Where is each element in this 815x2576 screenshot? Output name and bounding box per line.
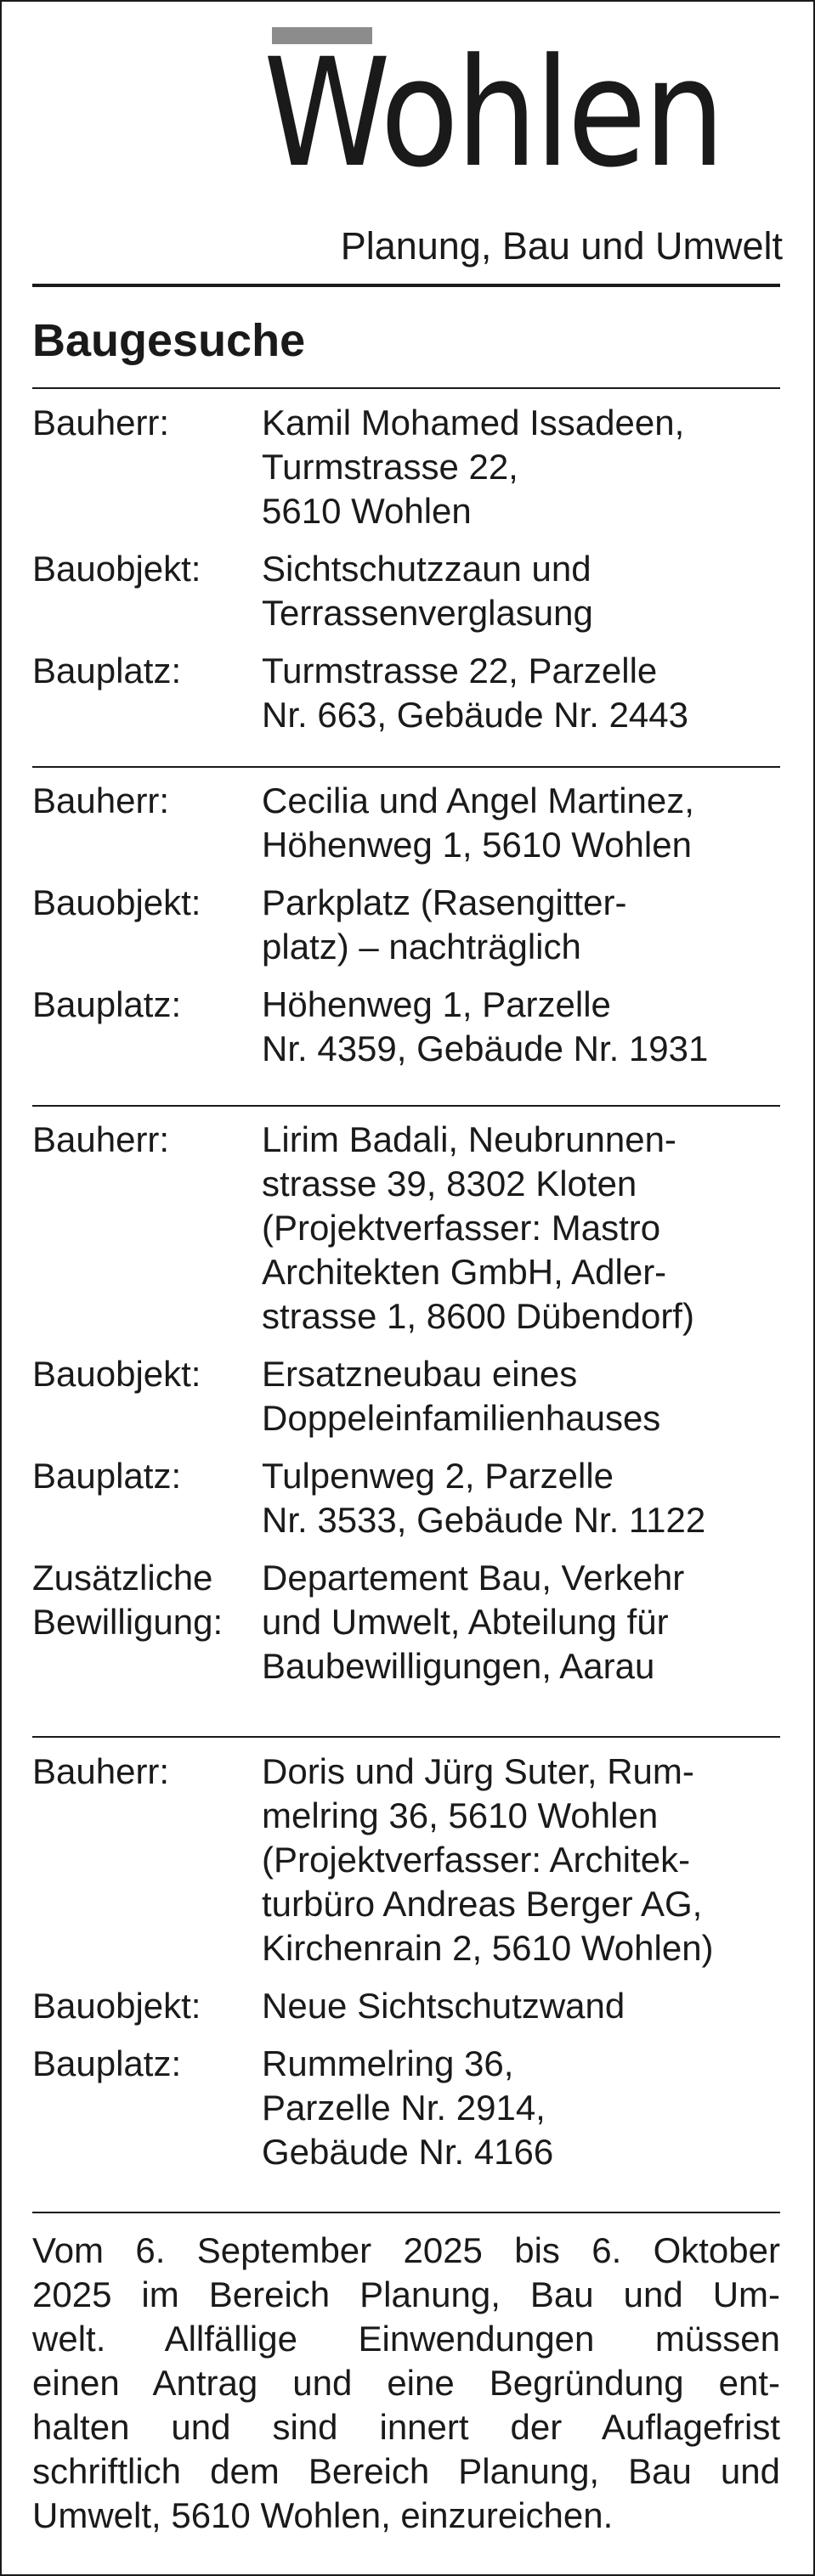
field-value-line: Gebäude Nr. 4166 bbox=[262, 2132, 554, 2172]
entry-field bbox=[32, 1556, 780, 1688]
field-value-line: Terrassenverglasung bbox=[262, 593, 593, 633]
entry-field bbox=[32, 401, 780, 533]
application-entry bbox=[32, 779, 780, 1085]
notice-divider bbox=[32, 2212, 780, 2213]
field-value bbox=[262, 881, 780, 969]
field-value-line: Kirchenrain 2, 5610 Wohlen) bbox=[262, 1928, 714, 1968]
field-label: Bauherr: bbox=[32, 781, 170, 820]
notice-line: welt. Allfällige Einwendungen müssen bbox=[32, 2319, 780, 2359]
field-value-line: Lirim Badali, Neubrunnen- bbox=[262, 1119, 676, 1159]
field-value-line: Ersatzneubau eines bbox=[262, 1354, 578, 1394]
page-title: Baugesuche bbox=[32, 315, 306, 366]
field-value-line: und Umwelt, Abteilung für bbox=[262, 1602, 669, 1642]
field-value-line: Parzelle Nr. 2914, bbox=[262, 2088, 546, 2128]
field-label: Bauobjekt: bbox=[32, 1986, 201, 2026]
field-label: Bauplatz: bbox=[32, 984, 182, 1024]
field-value-line: Rummelring 36, bbox=[262, 2043, 514, 2083]
field-value-line: Parkplatz (Rasengitter- bbox=[262, 882, 627, 922]
entry-field bbox=[32, 547, 780, 635]
field-value-line: Doris und Jürg Suter, Rum- bbox=[262, 1751, 694, 1791]
field-label: Bauherr: bbox=[32, 403, 170, 442]
entry-field bbox=[32, 649, 780, 737]
entry-field bbox=[32, 1984, 780, 2028]
logo-wordmark: Wohlen bbox=[263, 26, 722, 200]
field-label: Bauplatz: bbox=[32, 1456, 182, 1496]
entry-divider bbox=[32, 1736, 780, 1738]
entry-field bbox=[32, 779, 780, 867]
objection-notice bbox=[32, 2229, 780, 2538]
entry-field bbox=[32, 1750, 780, 1970]
field-value bbox=[262, 1984, 780, 2028]
field-value bbox=[262, 1454, 780, 1542]
field-value bbox=[262, 401, 780, 533]
field-value bbox=[262, 779, 780, 867]
notice-line: Vom 6. September 2025 bis 6. Oktober bbox=[32, 2230, 780, 2270]
field-value-line: turbüro Andreas Berger AG, bbox=[262, 1884, 703, 1924]
field-label: Bauplatz: bbox=[32, 651, 182, 691]
field-label: Bauherr: bbox=[32, 1751, 170, 1791]
field-value-line: Nr. 3533, Gebäude Nr. 1122 bbox=[262, 1500, 706, 1540]
field-value-line: Architekten GmbH, Adler- bbox=[262, 1252, 667, 1292]
entry-field bbox=[32, 2042, 780, 2174]
field-value bbox=[262, 547, 780, 635]
field-value-line: strasse 1, 8600 Dübendorf) bbox=[262, 1296, 694, 1336]
field-value-line: (Projektverfasser: Architek- bbox=[262, 1840, 691, 1880]
field-value-line: platz) – nachträglich bbox=[262, 927, 581, 967]
entry-field bbox=[32, 983, 780, 1071]
entry-divider bbox=[32, 1105, 780, 1107]
field-label: Bauplatz: bbox=[32, 2043, 182, 2083]
wohlen-logo bbox=[263, 24, 790, 200]
field-value-line: Höhenweg 1, Parzelle bbox=[262, 984, 611, 1024]
field-value bbox=[262, 1352, 780, 1440]
field-label: Bauherr: bbox=[32, 1119, 170, 1159]
entry-field bbox=[32, 1454, 780, 1542]
field-label: Bauobjekt: bbox=[32, 1354, 201, 1394]
field-value bbox=[262, 983, 780, 1071]
field-value-line: Cecilia und Angel Martinez, bbox=[262, 781, 694, 820]
field-value-line: Kamil Mohamed Issadeen, bbox=[262, 403, 685, 442]
field-value-line: Neue Sichtschutzwand bbox=[262, 1986, 625, 2026]
field-value-line: Departement Bau, Verkehr bbox=[262, 1558, 685, 1598]
header-rule bbox=[32, 284, 780, 287]
field-value-line: (Projektverfasser: Mastro bbox=[262, 1208, 661, 1248]
entry-field bbox=[32, 1118, 780, 1339]
field-value-line: Doppeleinfamilienhauses bbox=[262, 1398, 661, 1438]
application-entry bbox=[32, 1750, 780, 2188]
field-value-line: strasse 39, 8302 Kloten bbox=[262, 1164, 637, 1203]
field-value-line: Baubewilligungen, Aarau bbox=[262, 1646, 655, 1686]
field-value-line: 5610 Wohlen bbox=[262, 491, 472, 531]
entry-field bbox=[32, 881, 780, 969]
application-entry bbox=[32, 401, 780, 751]
entry-divider bbox=[32, 766, 780, 768]
notice-line: Umwelt, 5610 Wohlen, einzureichen. bbox=[32, 2495, 614, 2535]
field-label: Zusätzliche Bewilligung: bbox=[32, 1558, 224, 1642]
field-value-line: Turmstrasse 22, Parzelle bbox=[262, 651, 658, 691]
notice-line: schriftlich dem Bereich Planung, Bau und bbox=[32, 2451, 780, 2491]
notice-line: 2025 im Bereich Planung, Bau und Um- bbox=[32, 2274, 780, 2314]
application-entry bbox=[32, 1118, 780, 1702]
heading-divider bbox=[32, 387, 780, 389]
notice-line: einen Antrag und eine Begründung ent- bbox=[32, 2363, 780, 2403]
field-value-line: Nr. 663, Gebäude Nr. 2443 bbox=[262, 695, 689, 735]
field-value bbox=[262, 1556, 780, 1688]
field-value bbox=[262, 1118, 780, 1339]
notice-line: halten und sind innert der Auflagefrist bbox=[32, 2407, 780, 2447]
field-value-line: Nr. 4359, Gebäude Nr. 1931 bbox=[262, 1029, 709, 1068]
field-value-line: Turmstrasse 22, bbox=[262, 447, 518, 487]
field-value-line: melring 36, 5610 Wohlen bbox=[262, 1795, 659, 1835]
field-label: Bauobjekt: bbox=[32, 549, 201, 589]
field-value-line: Tulpenweg 2, Parzelle bbox=[262, 1456, 614, 1496]
field-value bbox=[262, 2042, 780, 2174]
field-value bbox=[262, 649, 780, 737]
field-value-line: Sichtschutzzaun und bbox=[262, 549, 591, 589]
field-value-line: Höhenweg 1, 5610 Wohlen bbox=[262, 825, 692, 865]
entry-field bbox=[32, 1352, 780, 1440]
field-value bbox=[262, 1750, 780, 1970]
field-label: Bauobjekt: bbox=[32, 882, 201, 922]
department-name: Planung, Bau und Umwelt bbox=[340, 224, 783, 268]
